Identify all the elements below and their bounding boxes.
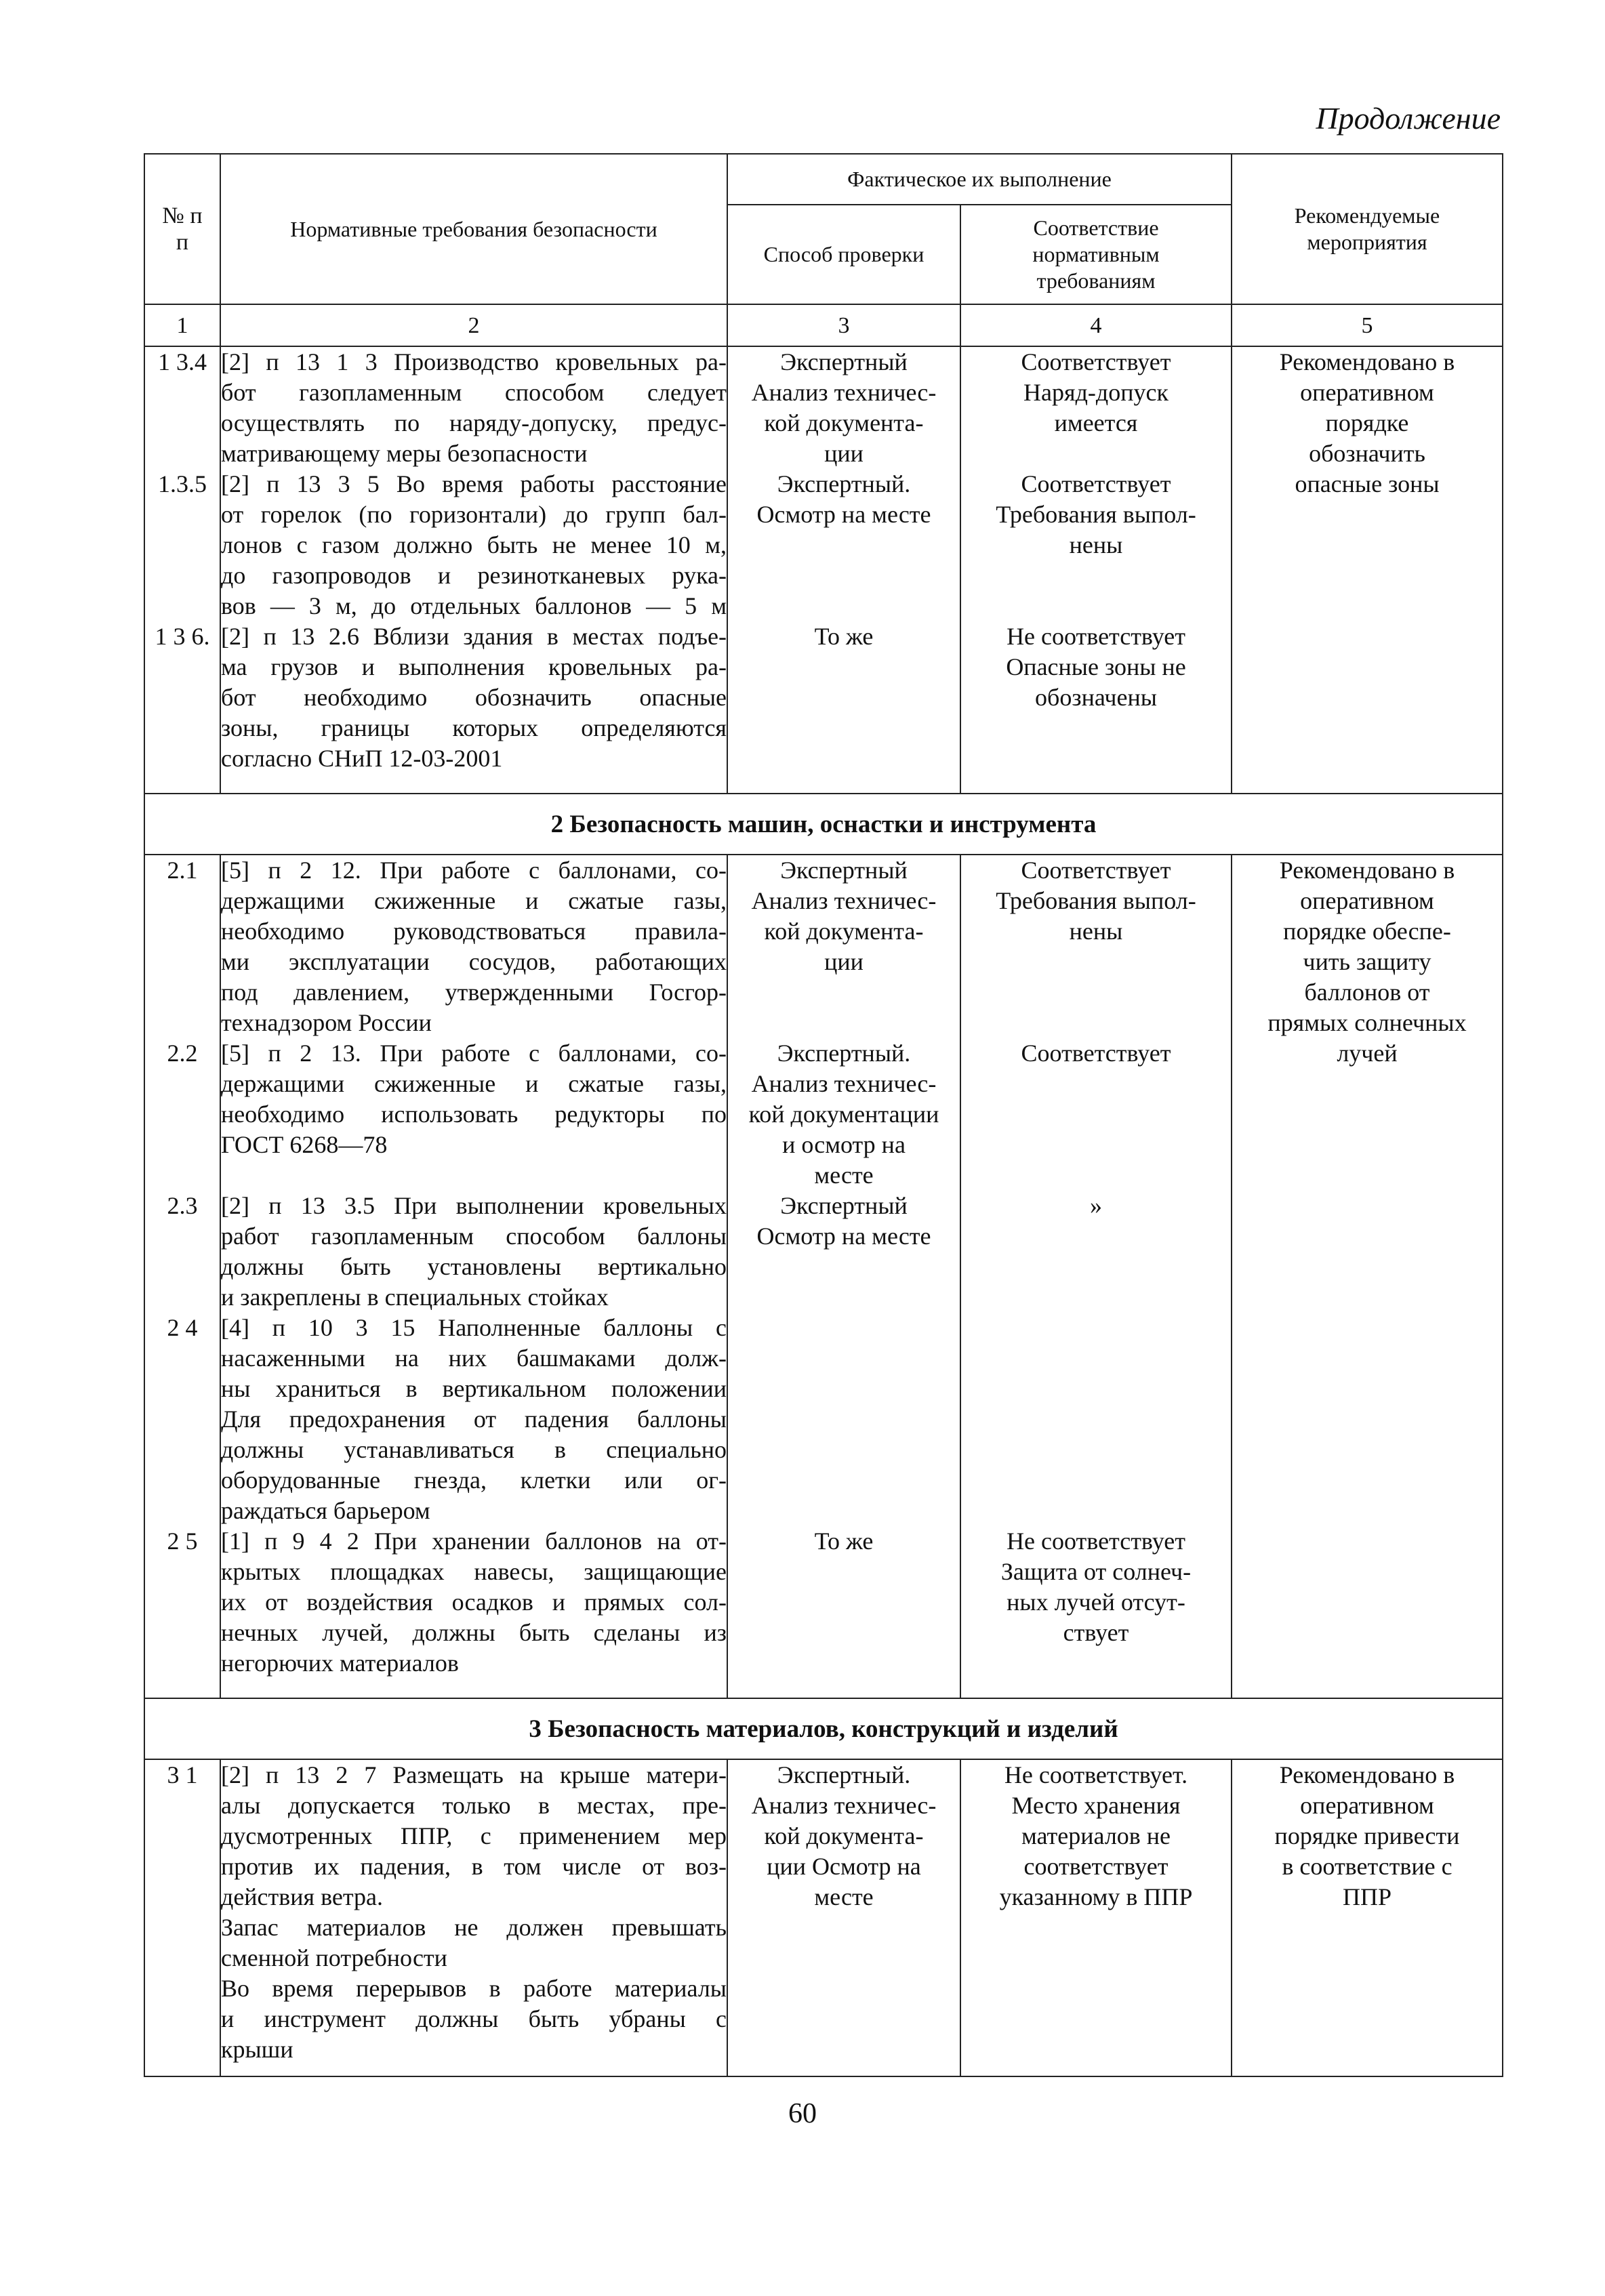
requirement-line: [4] п 10 3 15 Наполненные баллоны с xyxy=(221,1314,727,1341)
row-numbers-group-3 xyxy=(144,1759,220,2076)
row-numbers-group-1 xyxy=(144,346,220,794)
requirement-line: работ газопламенным способом баллоны xyxy=(221,1223,727,1250)
requirement-line: раждаться барьером xyxy=(221,1497,430,1524)
recommended-line: в соответствие с xyxy=(1282,1853,1452,1880)
col-number-2: 2 xyxy=(220,304,727,346)
compliance-group-3 xyxy=(960,1759,1232,2076)
requirement-line: и инструмент должны быть убраны с xyxy=(221,2005,727,2032)
method-line: Экспертный. xyxy=(777,1761,911,1788)
requirement-line: их от воздействия осадков и прямых сол- xyxy=(221,1588,727,1616)
row-number: 1.3.5 xyxy=(158,470,207,497)
requirement-line: дусмотренных ППР, с применением мер xyxy=(221,1822,727,1849)
row-number: 2 5 xyxy=(167,1528,198,1555)
requirement-line: должны устанавливаться в специально xyxy=(221,1436,727,1463)
requirement-line: бот необходимо обозначить опасные xyxy=(221,684,727,711)
requirement-line: лонов с газом должно быть не менее 10 м, xyxy=(221,531,727,558)
method-line: кой документа- xyxy=(764,1822,924,1849)
recommended-line: Рекомендовано в xyxy=(1279,857,1455,884)
recommended-line: баллонов от xyxy=(1304,979,1430,1006)
requirement-line: до газопроводов и резинотканевых рука- xyxy=(221,562,727,589)
continuation-label: Продолжение xyxy=(1316,101,1501,136)
compliance-line: Защита от солнеч- xyxy=(1000,1558,1192,1585)
method-line: ции xyxy=(824,440,864,467)
compliance-line: обозначены xyxy=(1035,684,1157,711)
compliance-line: Опасные зоны не xyxy=(1006,653,1186,680)
method-group-2 xyxy=(727,855,960,1698)
recommended-line: порядке xyxy=(1325,409,1409,436)
col-number-3: 3 xyxy=(727,304,960,346)
row-numbers-group-2 xyxy=(144,855,220,1698)
requirement-line: необходимо использовать редукторы по xyxy=(221,1101,727,1128)
recommended-line: обозначить xyxy=(1309,440,1425,467)
requirements-group-2 xyxy=(220,855,727,1698)
compliance-line: нены xyxy=(1069,531,1123,558)
requirement-line: зоны, границы которых определяются xyxy=(221,714,727,741)
page-number: 60 xyxy=(788,2098,817,2129)
col-number-1: 1 xyxy=(144,304,220,346)
recommended-line: Рекомендовано в xyxy=(1279,348,1455,375)
recommended-line: оперативном xyxy=(1300,379,1434,406)
requirement-line: крытых площадках навесы, защищающие xyxy=(221,1558,727,1585)
requirement-line: против их падения, в том числе от воз- xyxy=(221,1853,727,1880)
section-2-title: 2 Безопасность машин, оснастки и инструмента xyxy=(144,794,1503,855)
requirement-line: под давлением, утвержденными Госгор- xyxy=(221,979,727,1006)
requirement-line: держащими сжиженные и сжатые газы, xyxy=(221,1070,727,1097)
compliance-line: Соответствует xyxy=(1021,857,1171,884)
compliance-line: ствует xyxy=(1063,1619,1129,1646)
compliance-line: имеется xyxy=(1054,409,1138,436)
row-number: 2.3 xyxy=(167,1192,198,1219)
recommended-line: оперативном xyxy=(1300,1792,1434,1819)
recommended-line: опасные зоны xyxy=(1295,470,1440,497)
method-line: месте xyxy=(814,1162,874,1189)
compliance-line: Место хранения xyxy=(1011,1792,1181,1819)
requirement-line: действия ветра. xyxy=(221,1883,384,1910)
compliance-group-1 xyxy=(960,346,1232,794)
compliance-line: Требования выпол- xyxy=(996,501,1196,528)
recommended-line: порядке обеспе- xyxy=(1283,918,1451,945)
recommended-line: прямых солнечных xyxy=(1267,1009,1467,1036)
requirement-line: негорючих материалов xyxy=(221,1649,459,1677)
method-line: кой документа- xyxy=(764,918,924,945)
method-line: Анализ техничес- xyxy=(751,1792,937,1819)
row-number: 1 3.4 xyxy=(158,348,207,375)
compliance-line: » xyxy=(1090,1192,1102,1219)
method-line: Осмотр на месте xyxy=(756,501,931,528)
requirement-line: [2] п 13 3.5 При выполнении кровельных xyxy=(221,1192,727,1219)
method-line: ции xyxy=(824,948,864,975)
requirement-line: вов — 3 м, до отдельных баллонов — 5 м xyxy=(221,592,727,619)
header-compliance: Соответствие нормативным требованиям xyxy=(960,205,1232,304)
safety-requirements-table xyxy=(144,153,1503,2077)
method-line: Анализ техничес- xyxy=(751,379,937,406)
requirement-line: должны быть установлены вертикально xyxy=(221,1253,727,1280)
recommended-line: порядке привести xyxy=(1274,1822,1460,1849)
requirement-line: Для предохранения от падения баллоны xyxy=(221,1406,727,1433)
compliance-line: нены xyxy=(1069,918,1123,945)
requirement-line: и закреплены в специальных стойках xyxy=(221,1284,609,1311)
header-method: Способ проверки xyxy=(727,205,960,304)
method-line: Анализ техничес- xyxy=(751,1070,937,1097)
compliance-line: Требования выпол- xyxy=(996,887,1196,914)
compliance-group-2 xyxy=(960,855,1232,1698)
compliance-line: Не соответствует. xyxy=(1004,1761,1188,1788)
compliance-line: Соответствует xyxy=(1021,1040,1171,1067)
compliance-line: ных лучей отсут- xyxy=(1007,1588,1185,1616)
header-recommended: Рекомендуемые мероприятия xyxy=(1232,154,1503,304)
method-line: Осмотр на месте xyxy=(756,1223,931,1250)
method-line: Экспертный xyxy=(780,1192,908,1219)
requirement-line: [5] п 2 13. При работе с баллонами, со- xyxy=(221,1040,727,1067)
requirement-line: ГОСТ 6268—78 xyxy=(221,1131,388,1158)
row-number: 3 1 xyxy=(167,1761,198,1788)
col-number-4: 4 xyxy=(960,304,1232,346)
row-number: 2.2 xyxy=(167,1040,198,1067)
compliance-line: Не соответствует xyxy=(1007,623,1185,650)
requirement-line: ны храниться в вертикальном положении xyxy=(221,1375,727,1402)
row-number: 2.1 xyxy=(167,857,198,884)
header-actual: Фактическое их выполнение xyxy=(727,154,1232,205)
requirement-line: нечных лучей, должны быть сделаны из xyxy=(221,1619,727,1646)
requirement-line: матривающему меры безопасности xyxy=(221,440,588,467)
recommended-group-1 xyxy=(1232,346,1503,794)
requirement-line: [2] п 13 1 3 Производство кровельных ра- xyxy=(221,348,727,375)
row-number: 1 3 6. xyxy=(155,623,210,650)
col-number-5: 5 xyxy=(1232,304,1503,346)
requirement-line: [2] п 13 3 5 Во время работы расстояние xyxy=(221,470,727,497)
requirement-line: технадзором России xyxy=(221,1009,432,1036)
requirements-group-3 xyxy=(220,1759,727,2076)
method-line: Экспертный xyxy=(780,348,908,375)
section-3-title: 3 Безопасность материалов, конструкций и изделий xyxy=(144,1698,1503,1759)
recommended-line: лучей xyxy=(1337,1040,1398,1067)
method-group-3 xyxy=(727,1759,960,2076)
requirement-line: сменной потребности xyxy=(221,1944,447,1971)
compliance-line: Соответствует xyxy=(1021,470,1171,497)
method-line: Экспертный xyxy=(780,857,908,884)
requirement-line: оборудованные гнезда, клетки или ог- xyxy=(221,1467,727,1494)
row-number: 2 4 xyxy=(167,1314,198,1341)
requirement-line: [2] п 13 2.6 Вблизи здания в местах подъе- xyxy=(221,623,727,650)
requirement-line: [1] п 9 4 2 При хранении баллонов на от- xyxy=(221,1528,727,1555)
recommended-line: ППР xyxy=(1342,1883,1392,1910)
recommended-line: оперативном xyxy=(1300,887,1434,914)
requirement-line: держащими сжиженные и сжатые газы, xyxy=(221,887,727,914)
compliance-line: Не соответствует xyxy=(1007,1528,1185,1555)
method-line: месте xyxy=(814,1883,874,1910)
requirement-line: Во время перерывов в работе материалы xyxy=(221,1975,727,2002)
method-line: ции Осмотр на xyxy=(767,1853,921,1880)
compliance-line: указанному в ППР xyxy=(999,1883,1193,1910)
requirement-line: крыши xyxy=(221,2036,293,2063)
requirement-line: осуществлять по наряду-допуску, предус- xyxy=(221,409,727,436)
requirement-line: [5] п 2 12. При работе с баллонами, со- xyxy=(221,857,727,884)
requirement-line: от горелок (по горизонтали) до групп бал- xyxy=(221,501,727,528)
method-line: и осмотр на xyxy=(782,1131,906,1158)
recommended-line: Рекомендовано в xyxy=(1279,1761,1455,1788)
requirement-line: согласно СНиП 12-03-2001 xyxy=(221,745,503,772)
method-line: То же xyxy=(814,623,874,650)
recommended-line: чить защиту xyxy=(1303,948,1431,975)
requirement-line: бот газопламенным способом следует xyxy=(221,379,727,406)
header-num: № п п xyxy=(144,154,220,304)
requirement-line: Запас материалов не должен превышать xyxy=(221,1914,727,1941)
recommended-group-3 xyxy=(1232,1759,1503,2076)
method-group-1 xyxy=(727,346,960,794)
requirement-line: ми эксплуатации сосудов, работающих xyxy=(221,948,727,975)
requirement-line: необходимо руководствоваться правила- xyxy=(221,918,727,945)
compliance-line: Наряд-допуск xyxy=(1023,379,1169,406)
method-line: Экспертный. xyxy=(777,1040,911,1067)
method-line: То же xyxy=(814,1528,874,1555)
header-requirements: Нормативные требования безопасности xyxy=(220,154,727,304)
compliance-line: соответствует xyxy=(1023,1853,1169,1880)
requirement-line: ма грузов и выполнения кровельных ра- xyxy=(221,653,727,680)
method-line: Экспертный. xyxy=(777,470,911,497)
method-line: кой документа- xyxy=(764,409,924,436)
recommended-group-2 xyxy=(1232,855,1503,1698)
requirement-line: алы допускается только в местах, пре- xyxy=(221,1792,727,1819)
requirements-group-1 xyxy=(220,346,727,794)
requirement-line: [2] п 13 2 7 Размещать на крыше матери- xyxy=(221,1761,727,1788)
method-line: кой документации xyxy=(748,1101,939,1128)
compliance-line: материалов не xyxy=(1021,1822,1171,1849)
method-line: Анализ техничес- xyxy=(751,887,937,914)
requirement-line: насаженными на них башмаками долж- xyxy=(221,1345,727,1372)
compliance-line: Соответствует xyxy=(1021,348,1171,375)
